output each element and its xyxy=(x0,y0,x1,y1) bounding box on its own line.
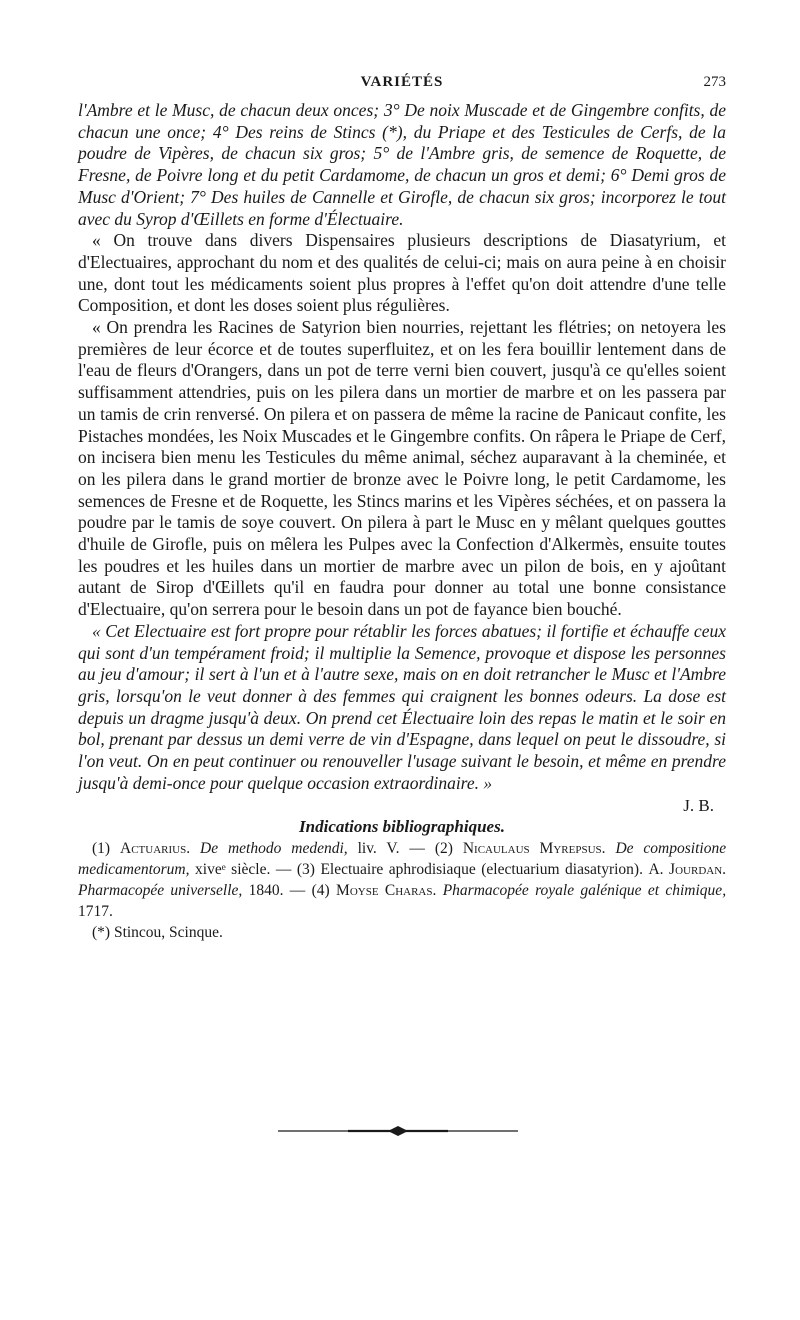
ref-author: Actuarius. xyxy=(120,839,191,857)
ref-author: Moyse Charas. xyxy=(336,881,437,899)
ref-author: A. Jourdan. xyxy=(648,860,727,878)
ref-title: Pharmacopée royale galénique et chimique, xyxy=(442,881,727,899)
ref-title: De compositione medicamentorum, xyxy=(78,839,727,878)
end-ornament xyxy=(278,1125,518,1137)
ref-detail: 1717. xyxy=(78,902,113,920)
page-number: 273 xyxy=(703,74,726,90)
ref-number: (4) xyxy=(311,881,330,899)
ref-author: Nicaulaus Myrepsus. xyxy=(462,839,606,857)
paragraph-dispensaires: « On trouve dans divers Dispensaires plusieurs descriptions de Diasatyrium, et d'Electuaires, approchant du nom et des qualités de celui-ci; mais on aura peine à en choisir une, dont tout les médicaments soient plus propres à l'effet qu'on doit attendre d'une telle Composition, et dont les doses soient plus régulières. xyxy=(78,230,726,316)
page-body xyxy=(78,100,726,944)
bibliography-list xyxy=(78,838,726,922)
ref-detail: Electuaire aphrodisiaque (electuarium diasatyrion). xyxy=(320,860,643,878)
ref-title: De methodo medendi, xyxy=(200,839,348,857)
footnote: (*) Stincou, Scinque. xyxy=(92,923,223,941)
ref-detail: xiveᵉ siècle. — xyxy=(195,860,292,878)
page-header xyxy=(78,74,726,96)
author-signature: J. B. xyxy=(683,795,714,815)
ref-number: (3) xyxy=(296,860,315,878)
paragraph-usage: « Cet Electuaire est fort propre pour rétablir les forces abatues; il fortifie et échauffe ceux qui sont d'un tempérament froid; il multiplie la Semence, provoque et dispose les personnes au jeu d'amour; il sert à l'un et à l'autre sexe, mais on en doit retrancher le Musc et l'Ambre gris, lorsqu'on le veut donner à des femmes qui craignent les bonnes odeurs. La dose est depuis un dragme jusqu'à deux. On prend cet Électuaire loin des repas le matin et le soir en bol, prenant par dessus un demi verre de vin d'Espagne, dans lequel on peut le dissoudre, si l'on veut. On en peut continuer ou renouveller l'usage suivant le besoin, et même en prendre jusqu'à demi-once pour quelque occasion extraordinaire. » xyxy=(78,620,726,793)
bibliography-heading: Indications bibliographiques. xyxy=(299,817,505,837)
running-title: VARIÉTÉS xyxy=(360,74,444,90)
ref-title: Pharmacopée universelle, xyxy=(78,881,243,899)
paragraph-recipe-continuation: l'Ambre et le Musc, de chacun deux onces; 3° De noix Muscade et de Gingembre confits, de chacun une once; 4° Des reins de Stincs (*), du Priape et des Testicules de Cerfs, de la poudre de Vipères, de chacun six gros; 5° de l'Ambre gris, de semence de Roquette, de Fresne, de Poivre long et du petit Cardamome, de chacun un gros et demi; 6° Demi gros de Musc d'Orient; 7° Des huiles de Cannelle et Girofle, de chacun six gros; incorporez le tout avec du Syrop d'Œillets en forme d'Électuaire. xyxy=(78,100,726,229)
ref-number: (1) xyxy=(92,839,111,857)
ref-detail: 1840. — xyxy=(248,881,306,899)
paragraph-preparation: « On prendra les Racines de Satyrion bien nourries, rejettant les flétries; on netoyera les premières de leur écorce et de toutes superfluitez, et on les fera bouillir lentement dans de l'eau de fleurs d'Orangers, dans un pot de terre verni bien couvert, jusqu'à ce qu'elles soient suffisamment attendries, puis on les pilera dans un mortier de marbre et on les passera par un tamis de crin renversé. On pilera et on passera de même la racine de Panicaut confite, les Pistaches mondées, les Noix Muscades et le Gingembre confits. On râpera le Priape de Cerf, on incisera bien menu les Testicules du même animal, séchez auparavant à la cheminée, et on les pilera dans le grand mortier de bronze avec le Poivre long, le petit Cardamome, les semences de Fresne et de Roquette, les Stincs marins et les Vipères séchées, et on passera la poudre par le tamis de soye couvert. On pilera à part le Musc en y mêlant quelques gouttes d'huile de Girofle, puis on mêlera les Pulpes avec la Confection d'Alkermès, ensuite toutes les poudres et les huiles dans un mortier de marbre avec un pilon de bois, en y ajoûtant autant de Sirop d'Œillets qu'il en faudra pour donner au total une bonne consistance d'Electuaire, qu'on serrera pour le besoin dans un pot de fayance bien bouché. xyxy=(78,317,726,620)
ref-number: (2) xyxy=(434,839,453,857)
ref-detail: liv. V. — xyxy=(357,839,425,857)
